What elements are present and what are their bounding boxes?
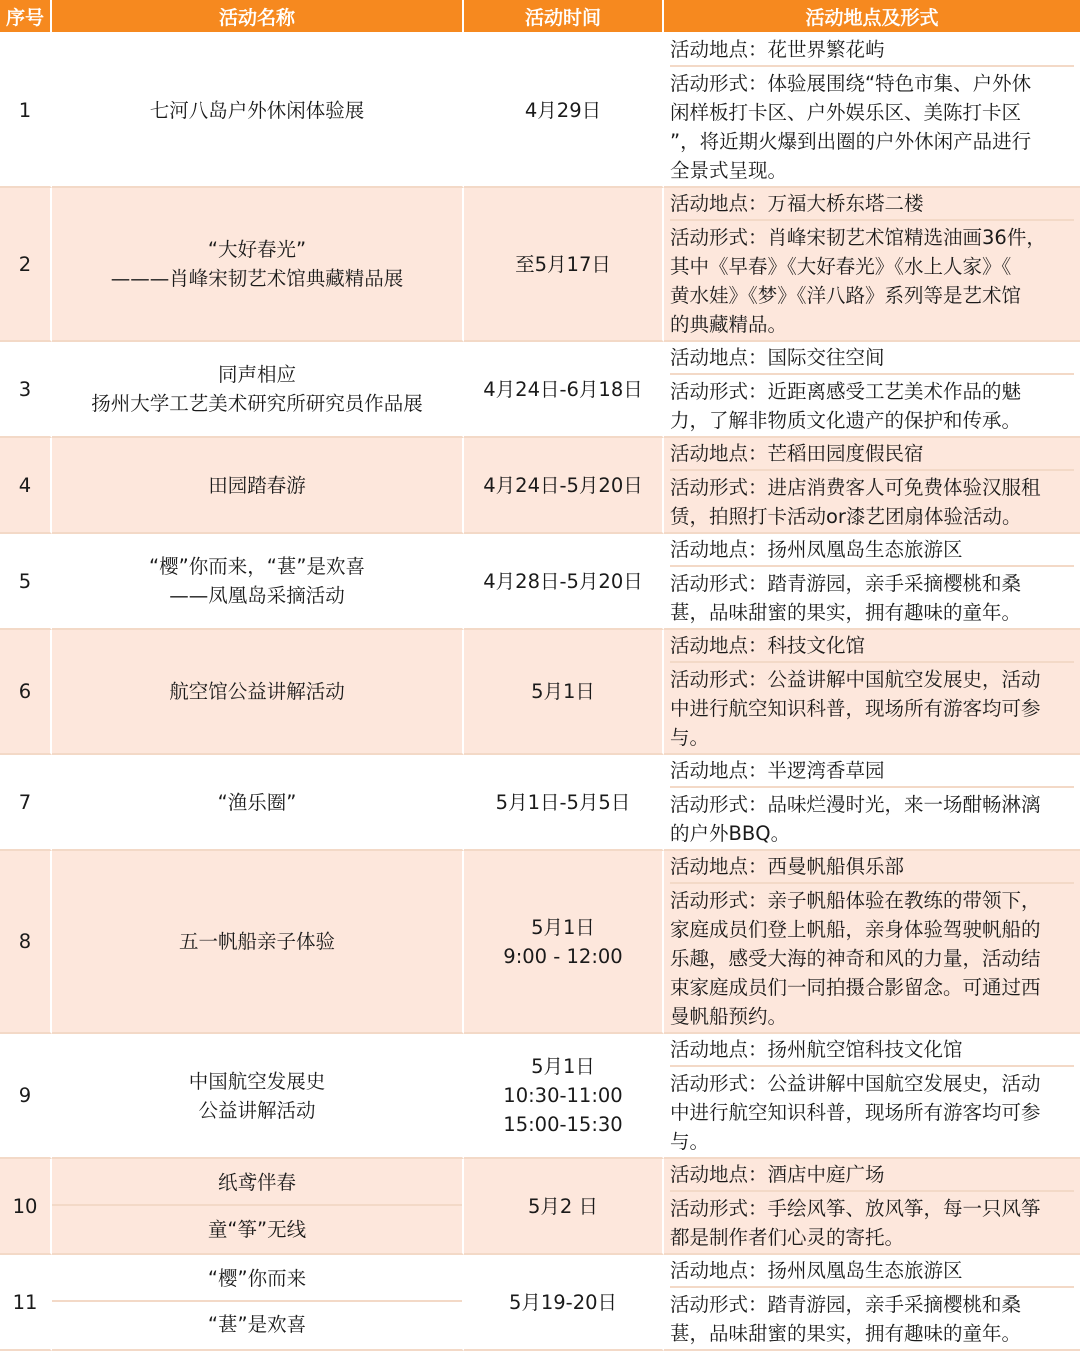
activity-time-line: 至5月17日 (515, 252, 611, 276)
activity-format-line: 葚，品味甜蜜的果实，拥有趣味的童年。 (670, 601, 1022, 624)
activity-location: 活动地点：半逻湾香草园 (670, 755, 1074, 788)
activity-name (52, 1034, 464, 1159)
activity-format-line: 与。 (670, 1130, 710, 1153)
activity-format-line: 力，了解非物质文化遗产的保护和传承。 (670, 409, 1022, 432)
activity-time (464, 1255, 664, 1351)
activity-location-format (664, 1255, 1080, 1351)
activity-format-line: 活动形式：品味烂漫时光，来一场酣畅淋漓 (670, 793, 1041, 816)
activity-name (52, 34, 464, 188)
table-row (0, 851, 1080, 1034)
activity-format-line: 家庭成员们登上帆船，亲身体验驾驶帆船的 (670, 918, 1041, 941)
activity-format-line: 活动形式：体验展围绕“特色市集、户外休 (670, 72, 1032, 95)
activity-name-line: 同声相应 (217, 363, 296, 386)
table-row (0, 1034, 1080, 1159)
row-index: 7 (0, 755, 52, 851)
table-row (0, 342, 1080, 438)
activity-format-line: 的户外BBQ。 (670, 822, 791, 845)
activity-format-line: 乐趣，感受大海的神奇和风的力量，活动结 (670, 947, 1041, 970)
row-index: 5 (0, 534, 52, 630)
table-row (0, 534, 1080, 630)
activity-name-line: 中国航空发展史 (188, 1069, 326, 1093)
activity-format-line: 葚，品味甜蜜的果实，拥有趣味的童年。 (670, 1322, 1022, 1345)
activity-format-line: 其中《早春》《大好春光》《水上人家》《 (670, 255, 1012, 278)
activity-location-format (664, 851, 1080, 1034)
activity-format (670, 1288, 1074, 1349)
table-row (0, 188, 1080, 342)
activity-location: 活动地点：酒店中庭广场 (670, 1159, 1074, 1192)
activity-name-part: “葚”是欢喜 (207, 1313, 307, 1336)
activity-location: 活动地点：芒稻田园度假民宿 (670, 438, 1074, 471)
activity-name-line: ——凤凰岛采摘活动 (169, 584, 345, 607)
activity-location: 活动地点：扬州航空馆科技文化馆 (670, 1034, 1074, 1067)
activity-format-line: 活动形式：手绘风筝、放风筝，每一只风筝 (670, 1197, 1041, 1220)
activity-name-part: “樱”你而来 (52, 1257, 462, 1302)
activity-name (52, 1255, 464, 1351)
activity-time-line: 5月1日 (531, 915, 595, 939)
activity-time (464, 1159, 664, 1255)
activity-time (464, 630, 664, 755)
row-index: 3 (0, 342, 52, 438)
header-location-format: 活动地点及形式 (664, 0, 1080, 34)
activity-location: 活动地点：花世界繁花屿 (670, 34, 1074, 67)
activity-format (670, 375, 1074, 436)
table-row (0, 755, 1080, 851)
activity-format (670, 1067, 1074, 1157)
activity-format-line: 曼帆船预约。 (670, 1005, 788, 1028)
activity-location-format (664, 342, 1080, 438)
activity-name-part: 童“筝”无线 (207, 1217, 307, 1241)
row-index: 6 (0, 630, 52, 755)
row-index: 11 (0, 1255, 52, 1351)
activity-format (670, 1192, 1074, 1253)
activity-name-line: “渔乐圈” (217, 790, 297, 814)
activity-format (670, 567, 1074, 628)
activity-location-format (664, 534, 1080, 630)
activity-location-format (664, 438, 1080, 534)
activity-format (670, 471, 1074, 532)
activity-location: 活动地点：万福大桥东塔二楼 (670, 188, 1074, 221)
activity-format (670, 221, 1074, 340)
header-activity-name: 活动名称 (52, 0, 464, 34)
activity-name-line: ———肖峰宋韧艺术馆典藏精品展 (110, 267, 404, 290)
activity-time-line: 5月1日 (531, 1055, 595, 1078)
activity-format-line: 与。 (670, 726, 710, 749)
activity-format-line: 都是制作者们心灵的寄托。 (670, 1226, 905, 1249)
activity-format-line: 闲样板打卡区、户外娱乐区、美陈打卡区 (670, 101, 1022, 124)
activity-format-line: 赁，拍照打卡活动or漆艺团扇体验活动。 (670, 505, 1022, 528)
activity-time-line: 9:00 - 12:00 (503, 944, 623, 968)
activity-location-format (664, 1034, 1080, 1159)
row-index: 2 (0, 188, 52, 342)
row-index: 8 (0, 851, 52, 1034)
activity-format-line: 活动形式：公益讲解中国航空发展史，活动 (670, 668, 1041, 691)
activity-format-line: 束家庭成员们一同拍摄合影留念。可通过西 (670, 976, 1041, 999)
activity-location-format (664, 630, 1080, 755)
activity-name-line: “大好春光” (207, 238, 307, 261)
activity-format-line: 活动形式：踏青游园，亲手采摘樱桃和桑 (670, 1293, 1022, 1316)
activity-name (52, 1159, 464, 1255)
table-row (0, 34, 1080, 188)
header-row (0, 0, 1080, 34)
activity-time-line: 5月19-20日 (508, 1290, 618, 1314)
activity-time-line: 4月24日-5月20日 (483, 473, 643, 497)
activity-time-line: 5月2 日 (527, 1194, 598, 1218)
activity-format (670, 67, 1074, 186)
activity-time (464, 342, 664, 438)
row-index: 1 (0, 34, 52, 188)
row-index: 10 (0, 1159, 52, 1255)
activity-time-line: 10:30-11:00 (503, 1084, 623, 1107)
activity-name-line: 公益讲解活动 (198, 1098, 316, 1122)
activity-location: 活动地点：扬州凤凰岛生态旅游区 (670, 534, 1074, 567)
row-index: 9 (0, 1034, 52, 1159)
activity-time (464, 34, 664, 188)
activity-location: 活动地点：科技文化馆 (670, 630, 1074, 663)
activity-time-line: 4月28日-5月20日 (483, 569, 643, 593)
activity-time-line: 15:00-15:30 (503, 1113, 623, 1136)
activity-time-line: 4月24日-6月18日 (483, 377, 643, 401)
activity-name (52, 630, 464, 755)
activity-format (670, 663, 1074, 753)
activity-format-line: 全景式呈现。 (670, 159, 788, 182)
table-row (0, 1159, 1080, 1255)
activity-location-format (664, 755, 1080, 851)
activity-name (52, 342, 464, 438)
activity-time (464, 438, 664, 534)
activity-name-line: “樱”你而来，“葚”是欢喜 (149, 555, 365, 578)
activity-time-line: 5月1日-5月5日 (495, 790, 631, 814)
activity-format-line: 活动形式：踏青游园，亲手采摘樱桃和桑 (670, 572, 1022, 595)
activity-format-line: 的典藏精品。 (670, 313, 788, 336)
activity-name (52, 438, 464, 534)
activity-format-line: 活动形式：亲子帆船体验在教练的带领下， (670, 889, 1041, 912)
activity-name (52, 534, 464, 630)
activity-format-line: 中进行航空知识科普，现场所有游客均可参 (670, 697, 1041, 720)
activity-name-line: 七河八岛户外休闲体验展 (149, 98, 365, 122)
activity-name (52, 851, 464, 1034)
activity-format-line: 中进行航空知识科普，现场所有游客均可参 (670, 1101, 1041, 1124)
activity-time-line: 5月1日 (531, 680, 595, 703)
activity-name-line: 五一帆船亲子体验 (178, 930, 335, 953)
activity-name-line: 航空馆公益讲解活动 (169, 680, 345, 703)
table-row (0, 1255, 1080, 1351)
table-body (0, 34, 1080, 1351)
activity-location: 活动地点：西曼帆船俱乐部 (670, 851, 1074, 884)
row-index: 4 (0, 438, 52, 534)
activity-location-format (664, 188, 1080, 342)
activity-format-line: 黄水娃》《梦》《洋八路》系列等是艺术馆 (670, 284, 1022, 307)
activity-location: 活动地点：扬州凤凰岛生态旅游区 (670, 1255, 1074, 1288)
activity-format-line: 活动形式：公益讲解中国航空发展史，活动 (670, 1072, 1041, 1095)
activity-name (52, 755, 464, 851)
activity-time-line: 4月29日 (524, 98, 602, 122)
header-index: 序号 (0, 0, 52, 34)
activity-name (52, 188, 464, 342)
activity-location-format (664, 34, 1080, 188)
activity-format-line: ”，将近期火爆到出圈的户外休闲产品进行 (670, 130, 1032, 153)
activity-format-line: 活动形式：进店消费客人可免费体验汉服租 (670, 476, 1041, 499)
activity-format (670, 884, 1074, 1032)
activity-time (464, 534, 664, 630)
activity-time (464, 851, 664, 1034)
activity-format-line: 活动形式：近距离感受工艺美术作品的魅 (670, 380, 1022, 403)
table-row (0, 438, 1080, 534)
activity-name-line: 扬州大学工艺美术研究所研究员作品展 (91, 392, 423, 415)
activity-name-part: 纸鸢伴春 (52, 1160, 462, 1206)
activity-time (464, 755, 664, 851)
activity-location-format (664, 1159, 1080, 1255)
activity-time (464, 1034, 664, 1159)
activity-name-line: 田园踏春游 (208, 473, 306, 497)
header-activity-time: 活动时间 (464, 0, 664, 34)
table-row (0, 630, 1080, 755)
activity-location: 活动地点：国际交往空间 (670, 342, 1074, 375)
activity-format-line: 活动形式：肖峰宋韧艺术馆精选油画36件， (670, 226, 1046, 249)
activity-format (670, 788, 1074, 849)
activity-time (464, 188, 664, 342)
